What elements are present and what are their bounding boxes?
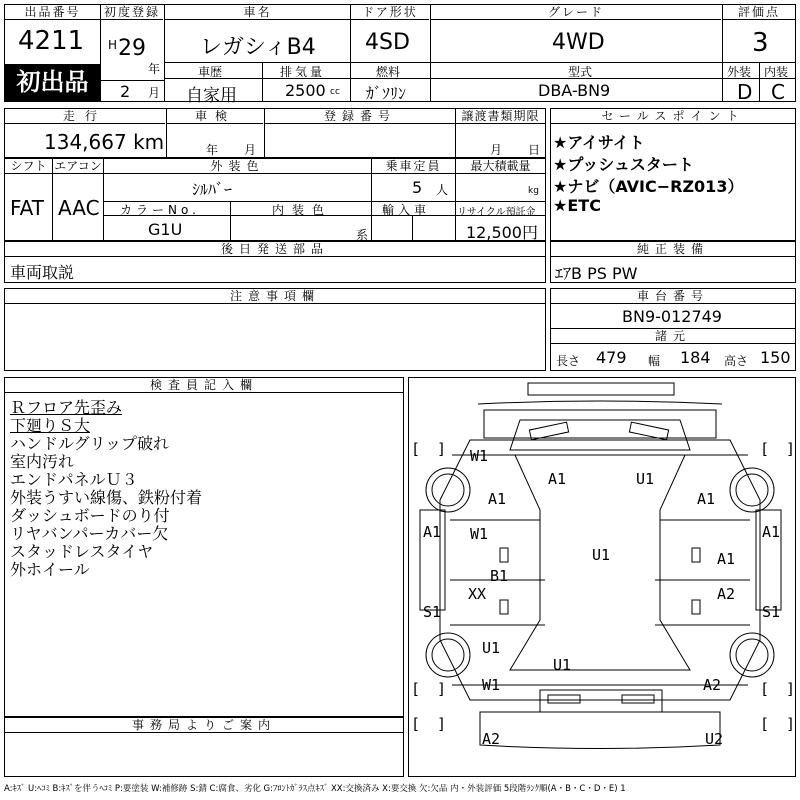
length: 479 xyxy=(596,348,627,367)
capacity: 5 xyxy=(412,178,423,197)
score: 3 xyxy=(752,28,769,58)
first-reg-label: 初度登録 xyxy=(101,5,163,20)
interior-color-label: 内装色 xyxy=(272,203,333,217)
transfer-day: 日 xyxy=(528,143,541,157)
mileage: 134,667 km xyxy=(44,130,165,154)
sales-point-item: ★ナビ（AVIC−RZ013） xyxy=(553,177,744,196)
lot-number: 4211 xyxy=(18,26,85,56)
width-label: 幅 xyxy=(648,354,661,368)
sales-point-item: ★アイサイト xyxy=(553,133,645,152)
damage-mark: A1 xyxy=(548,470,567,488)
spare-bracket-left: ] xyxy=(437,680,447,698)
spare-bracket-left: [ xyxy=(411,440,421,458)
recycle-fee: 12,500円 xyxy=(466,223,538,242)
damage-mark: U1 xyxy=(553,656,572,674)
dims-label: 諸元 xyxy=(551,329,795,344)
damage-mark: A1 xyxy=(762,523,781,541)
damage-mark: A2 xyxy=(482,730,501,748)
spare-bracket-right: [ xyxy=(760,440,770,458)
inspection-year-unit: 年 xyxy=(206,143,219,157)
year-unit: 年 xyxy=(148,62,161,76)
chassis-number: BN9-012749 xyxy=(622,307,722,326)
damage-mark: S1 xyxy=(423,603,442,621)
displacement: 2500 xyxy=(285,81,326,100)
grade: 4WD xyxy=(552,30,605,55)
exterior-color: ｼﾙﾊﾞｰ xyxy=(192,180,233,199)
sales-point-item: ★ETC xyxy=(553,196,601,215)
first-reg-month: 2 xyxy=(120,82,131,101)
inspection-month-unit: 月 xyxy=(244,143,257,157)
shift-label: シフト xyxy=(5,159,52,174)
damage-mark: S1 xyxy=(762,603,781,621)
height-label: 高さ xyxy=(724,354,749,368)
interior-grade: C xyxy=(771,80,785,104)
damage-mark: W1 xyxy=(470,447,489,465)
exterior-label: 外装 xyxy=(727,65,752,79)
inspector-line: エンドパネルＵ３ xyxy=(10,470,138,489)
damage-mark: U1 xyxy=(592,546,611,564)
model-label: 型式 xyxy=(568,65,593,79)
first-listing-badge: 初出品 xyxy=(5,64,100,101)
spare-bracket-right: ] xyxy=(786,680,796,698)
sales-points-label: セールスポイント xyxy=(551,109,795,124)
notes-label: 注意事項欄 xyxy=(5,289,545,304)
damage-mark: U1 xyxy=(482,639,501,657)
door-type: 4SD xyxy=(365,30,410,55)
spare-bracket-left: [ xyxy=(411,680,421,698)
width: 184 xyxy=(680,348,711,367)
color-no: G1U xyxy=(148,220,183,239)
inspection-label: 車検 xyxy=(167,109,263,124)
displacement-unit: cc xyxy=(330,87,340,97)
recycle-label: リサイクル預託金 xyxy=(457,207,536,218)
office-label: 事務局よりご案内 xyxy=(5,718,403,733)
damage-mark: A2 xyxy=(703,676,722,694)
inspector-label: 検査員記入欄 xyxy=(5,378,403,393)
max-load-label: 最大積載量 xyxy=(456,159,545,174)
inspector-line: スタッドレスタイヤ xyxy=(10,542,154,561)
damage-mark: A2 xyxy=(717,585,736,603)
model: DBA-BN9 xyxy=(538,81,611,100)
chassis-label: 車台番号 xyxy=(551,289,795,304)
spare-bracket-bottom: [ xyxy=(411,715,421,733)
capacity-label: 乗車定員 xyxy=(372,159,455,174)
inspector-line: 室内汚れ xyxy=(10,452,75,471)
exterior-color-label: 外装色 xyxy=(104,159,371,174)
import-label: 輸入車 xyxy=(382,203,431,217)
damage-mark: U2 xyxy=(705,730,724,748)
sales-point-item: ★プッシュスタート xyxy=(553,155,694,174)
month-unit: 月 xyxy=(148,86,161,100)
inspector-line: リヤバンパーカバー欠 xyxy=(10,524,169,543)
first-reg-year: 29 xyxy=(118,36,146,61)
height: 150 xyxy=(760,348,791,367)
damage-mark: A1 xyxy=(717,550,736,568)
damage-mark: A1 xyxy=(488,490,507,508)
transfer-month: 月 xyxy=(490,143,503,157)
spare-bracket-left: ] xyxy=(437,440,447,458)
capacity-unit: 人 xyxy=(436,183,449,197)
fuel: ｶﾞｿﾘﾝ xyxy=(366,84,407,103)
damage-mark: A1 xyxy=(697,490,716,508)
damage-mark: W1 xyxy=(482,676,501,694)
damage-mark: U1 xyxy=(636,470,655,488)
damage-mark: B1 xyxy=(490,567,509,585)
exterior-grade: D xyxy=(737,80,753,104)
inspector-line: ハンドルグリップ破れ xyxy=(10,434,170,453)
spare-bracket-right: [ xyxy=(760,680,770,698)
reg-number-label: 登録番号 xyxy=(265,109,455,124)
accessories-label: 後日発送部品 xyxy=(5,242,545,257)
shift: FAT xyxy=(10,196,45,220)
load-unit: kg xyxy=(528,186,539,196)
score-label: 評価点 xyxy=(723,5,795,20)
interior-label: 内装 xyxy=(764,65,789,79)
spare-bracket-bottom: ] xyxy=(437,715,447,733)
damage-mark: XX xyxy=(468,585,487,603)
lot-label: 出品番号 xyxy=(5,5,100,20)
inspector-line: 外装うすい線傷、鉄粉付着 xyxy=(10,488,203,507)
spare-bracket-bottom: [ xyxy=(760,715,770,733)
inspector-line: 下廻りＳ大 xyxy=(10,416,91,435)
interior-color-unit: 系 xyxy=(356,228,369,242)
history: 自家用 xyxy=(186,86,237,106)
accessories-value: 車両取説 xyxy=(10,263,75,282)
grade-label: グレード xyxy=(431,5,721,20)
door-label: ドア形状 xyxy=(351,5,429,20)
spare-bracket-right: ] xyxy=(786,440,796,458)
era: H xyxy=(108,38,118,52)
ac: AAC xyxy=(58,196,100,220)
genuine-equipment-label: 純正装備 xyxy=(551,242,795,257)
damage-mark: W1 xyxy=(470,525,489,543)
legend: A:ｷｽﾞ U:ﾍｺﾐ B:ｷｽﾞを伴うﾍｺﾐ P:要塗装 W:補修跡 S:錆 C:腐食、劣化 G:ﾌﾛﾝﾄｶﾞﾗｽ点ｷｽﾞ XX:交換済み X:要交換 欠:欠品 内・外装評価 5段階ﾗﾝｸ順(A・B・C・D・E) 1 xyxy=(4,784,626,794)
inspector-line: Ｒフロア先歪み xyxy=(10,398,123,417)
car-name: レガシィB4 xyxy=(200,35,316,60)
transfer-doc-label: 譲渡書類期限 xyxy=(456,109,545,124)
car-name-label: 車名 xyxy=(165,5,350,20)
mileage-label: 走行 xyxy=(5,109,165,124)
fuel-label: 燃料 xyxy=(376,65,401,79)
spare-bracket-bottom: ] xyxy=(786,715,796,733)
displacement-label: 排気量 xyxy=(280,65,326,79)
color-no-label: カラーNo. xyxy=(120,203,200,217)
length-label: 長さ xyxy=(556,354,581,368)
inspector-line: 外ホイール xyxy=(10,560,90,579)
history-label: 車歴 xyxy=(198,65,223,79)
damage-mark: A1 xyxy=(423,523,442,541)
car-diagram xyxy=(408,377,796,777)
genuine-equipment: ｴｱB PS PW xyxy=(555,264,638,283)
ac-label: エアコン xyxy=(54,159,102,173)
inspector-line: ダッシュボードのり付 xyxy=(10,506,170,525)
